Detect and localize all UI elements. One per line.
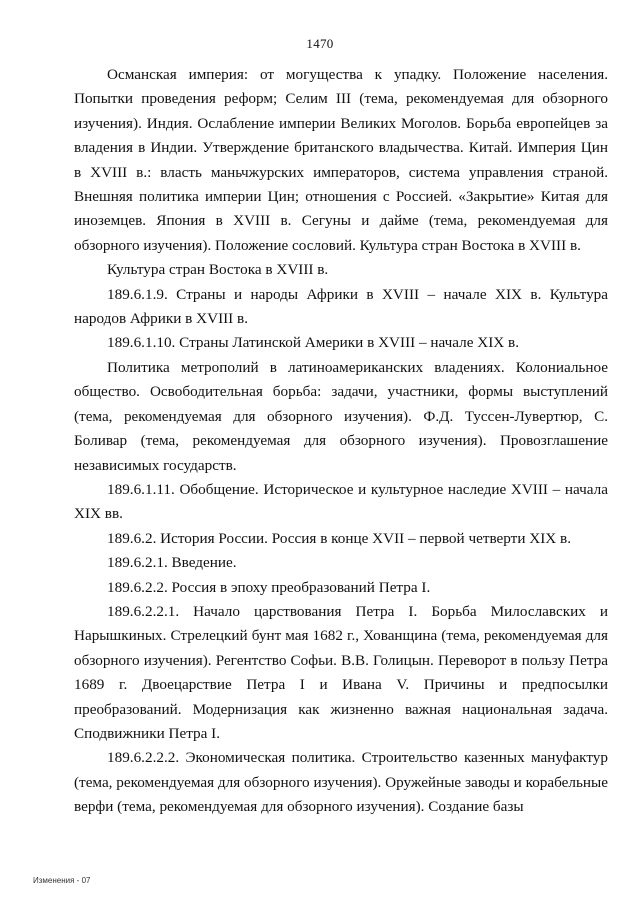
paragraph-section-189-6-2: 189.6.2. История России. Россия в конце XVII – первой четверти XIX в. — [107, 529, 572, 547]
paragraph-section-189-6-2-1: 189.6.2.1. Введение. — [107, 554, 237, 572]
page-body — [74, 63, 608, 820]
paragraph-ottoman-india-china-japan: Османская империя: от могущества к упадку. Положение населения. Попытки проведения реформ; Селим III (тема, рекомендуемая для обзорного изучения). Индия. Ослабление империи Великих Моголов. Борьба европейцев за владения в Индии. Утверждение британского владычества. Китай. Империя Цин в XVIII в.: власть маньчжурских императоров, система управления страной. Внешняя политика империи Цин; отношения с Россией. «Закрытие» Китая для иноземцев. Япония в XVIII в. Сегуны и дайме (тема, рекомендуемая для обзорного изучения). Положение сословий. Культура стран Востока в XVIII в. — [74, 66, 608, 254]
paragraph-section-189-6-2-2: 189.6.2.2. Россия в эпоху преобразований Петра I. — [107, 578, 431, 596]
paragraph-section-189-6-1-10: 189.6.1.10. Страны Латинской Америки в XVIII – начале XIX в. — [107, 334, 520, 352]
paragraph-eastern-culture: Культура стран Востока в XVIII в. — [107, 261, 329, 279]
paragraph-section-189-6-1-9: 189.6.1.9. Страны и народы Африки в XVIII – начале XIX в. Культура народов Африки в XVIII в. — [74, 285, 608, 328]
paragraph-latin-america-policy: Политика метрополий в латиноамериканских владениях. Колониальное общество. Освободительная борьба: задачи, участники, формы выступлений (тема, рекомендуемая для обзорного изучения). Ф.Д. Туссен-Лувертюр, С. Боливар (тема, рекомендуемая для обзорного изучения). Провозглашение независимых государств. — [74, 358, 608, 474]
paragraph-section-189-6-2-2-2: 189.6.2.2.2. Экономическая политика. Строительство казенных мануфактур (тема, рекомендуемая для обзорного изучения). Оружейные заводы и корабельные верфи (тема, рекомендуемая для обзорного изучения). Создание базы — [74, 749, 608, 816]
footer-revision-note: Изменения - 07 — [33, 876, 91, 885]
paragraph-section-189-6-2-2-1: 189.6.2.2.1. Начало царствования Петра I. Борьба Милославских и Нарышкиных. Стрелецкий бунт мая 1682 г., Хованщина (тема, рекомендуемая для обзорного изучения). Регентство Софьи. В.В. Голицын. Переворот в пользу Петра 1689 г. Двоецарствие Петра I и Ивана V. Причины и предпосылки преобразований. Модернизация как жизненно важная национальная задача. Сподвижники Петра I. — [74, 602, 608, 742]
paragraph-section-189-6-1-11: 189.6.1.11. Обобщение. Историческое и культурное наследие XVIII – начала XIX вв. — [74, 480, 608, 523]
page-number: 1470 — [306, 36, 334, 51]
